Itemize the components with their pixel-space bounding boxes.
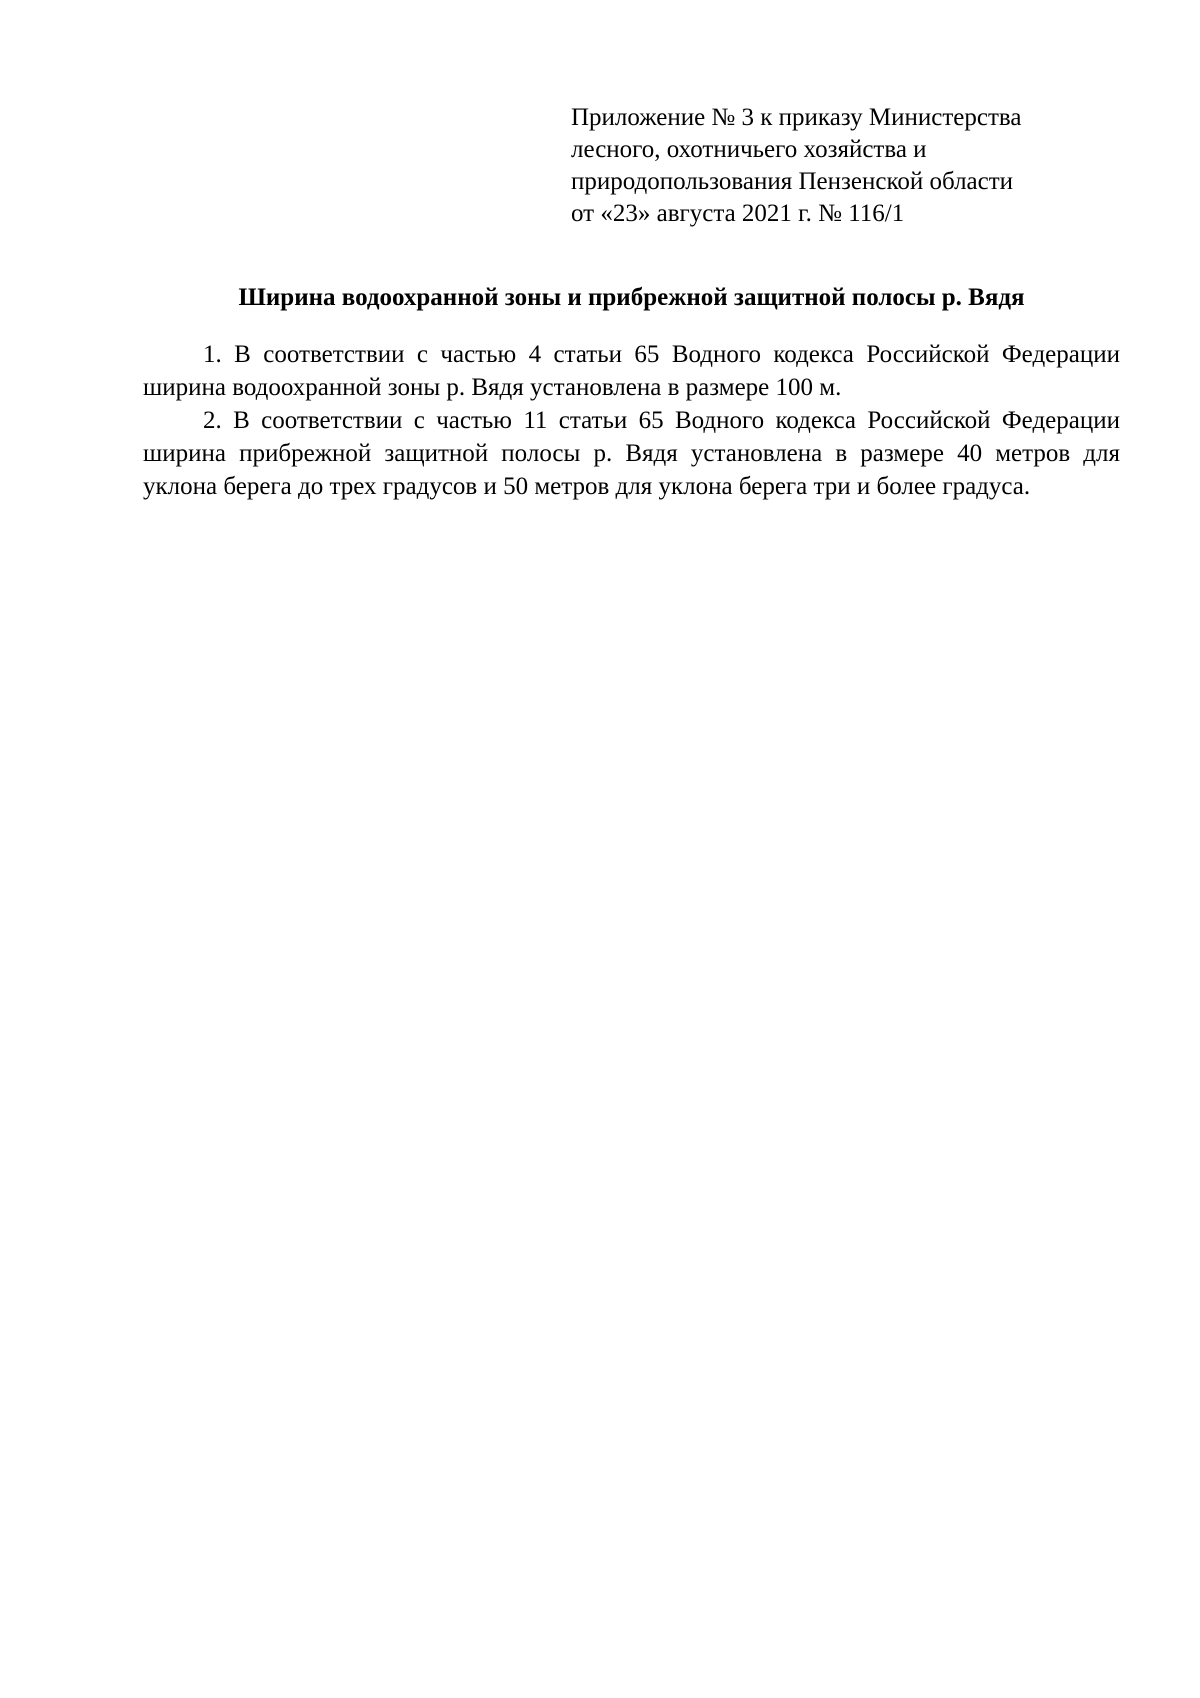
appendix-line: от «23» августа 2021 г. № 116/1 <box>571 200 905 227</box>
appendix-line: лесного, охотничьего хозяйства и <box>571 136 927 163</box>
document-title: Ширина водоохранной зоны и прибрежной защитной полосы р. Вядя <box>238 284 1025 311</box>
appendix-line: Приложение № 3 к приказу Министерства <box>571 104 1022 131</box>
paragraph-1: 1. В соответствии с частью 4 статьи 65 Водного кодекса Российской Федерации ширина водоохранной зоны р. Вядя установлена в размере 100 м. <box>143 341 1120 401</box>
paragraph-2: 2. В соответствии с частью 11 статьи 65 Водного кодекса Российской Федерации ширина прибрежной защитной полосы р. Вядя установлена в размере 40 метров для уклона берега до трех градусов и 50 метров для уклона берега три и более градуса. <box>143 407 1120 500</box>
appendix-header <box>571 102 1091 230</box>
appendix-line: природопользования Пензенской области <box>571 168 1014 195</box>
document-body <box>143 338 1120 503</box>
